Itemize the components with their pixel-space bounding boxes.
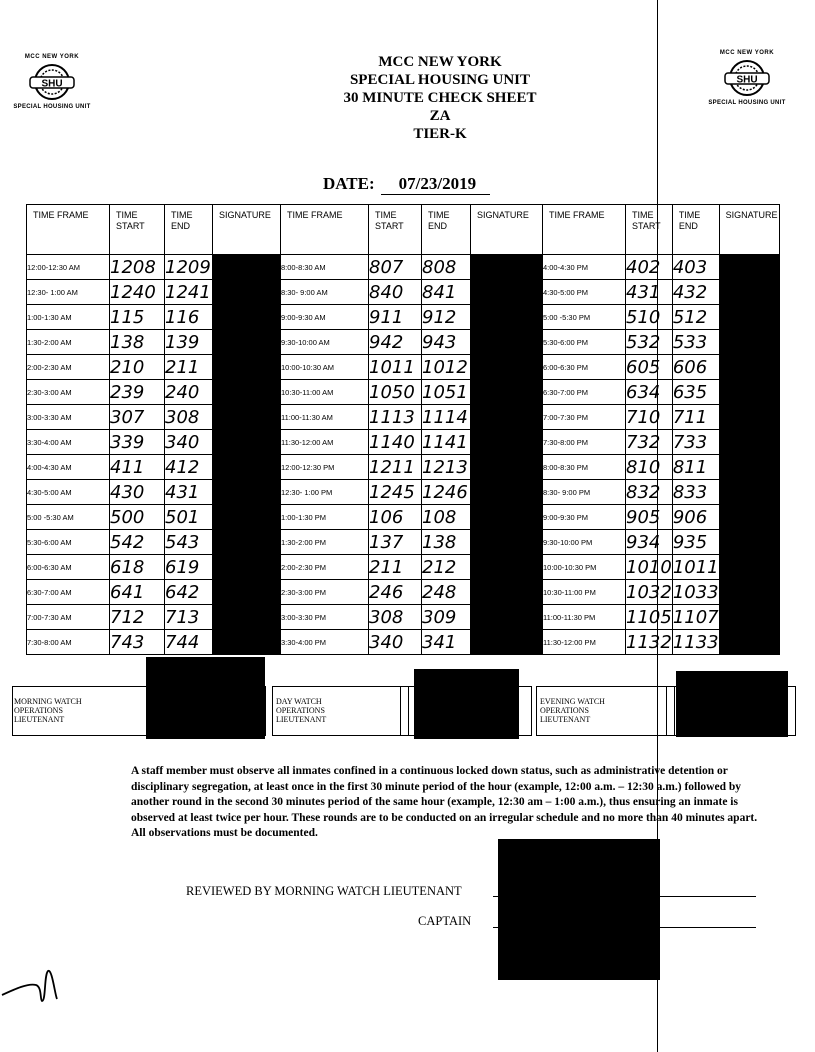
time-start-cell: 1208 [110,255,165,280]
time-frame-cell: 2:00-2:30 AM [27,355,110,380]
time-frame-cell: 11:30-12:00 AM [281,430,369,455]
time-frame-cell: 5:30-6:00 AM [27,530,110,555]
time-frame-cell: 7:00-7:30 AM [27,605,110,630]
time-start-cell: 605 [626,355,673,380]
title-line-2: SPECIAL HOUSING UNIT [349,72,531,88]
right-logo-emblem-text: SHU [736,74,758,86]
right-logo [697,50,797,106]
time-start-cell: 712 [110,605,165,630]
time-start-cell: 510 [626,305,673,330]
time-frame-cell: 8:00-8:30 PM [543,455,626,480]
table-row [27,580,780,605]
time-frame-cell: 12:30- 1:00 PM [281,480,369,505]
sheet-title [300,53,580,143]
time-frame-cell: 4:00-4:30 AM [27,455,110,480]
evening-divider [674,686,675,735]
time-start-cell: 942 [369,330,422,355]
time-frame-cell: 11:30-12:00 PM [543,630,626,655]
time-frame-cell: 8:30- 9:00 PM [543,480,626,505]
time-start-cell: 339 [110,430,165,455]
time-end-cell: 212 [422,555,471,580]
time-end-cell: 833 [672,480,719,505]
evening-watch-label: EVENING WATCH OPERATIONS LIEUTENANT [540,697,605,724]
time-frame-cell: 6:00-6:30 PM [543,355,626,380]
time-start-cell: 542 [110,530,165,555]
time-frame-cell: 11:00-11:30 PM [543,605,626,630]
time-start-cell: 1140 [369,430,422,455]
signature-redaction-cell [719,305,779,330]
time-frame-cell: 7:30-8:00 PM [543,430,626,455]
time-end-cell: 943 [422,330,471,355]
time-frame-cell: 6:30-7:00 PM [543,380,626,405]
scan-line [657,0,658,1052]
table-row [27,455,780,480]
shu-emblem-icon [722,58,772,98]
time-end-cell: 808 [422,255,471,280]
signature-redaction-cell [213,305,281,330]
col-header-time-start: TIME START [626,205,673,255]
time-end-cell: 308 [165,405,213,430]
left-logo-top-text: MCC NEW YORK [24,54,80,60]
signature-redaction-cell [719,405,779,430]
title-line-3: 30 MINUTE CHECK SHEET [343,90,537,106]
signature-redaction-cell [471,280,543,305]
time-frame-cell: 9:00-9:30 PM [543,505,626,530]
signature-redaction-cell [213,430,281,455]
time-end-cell: 711 [672,405,719,430]
signature-redaction-cell [471,455,543,480]
table-body [27,255,780,655]
time-frame-cell: 1:30-2:00 PM [281,530,369,555]
time-frame-cell: 5:00 -5:30 PM [543,305,626,330]
time-start-cell: 1105 [626,605,673,630]
time-end-cell: 340 [165,430,213,455]
time-start-cell: 246 [369,580,422,605]
time-end-cell: 713 [165,605,213,630]
time-end-cell: 1133 [672,630,719,655]
col-header-time-start: TIME START [110,205,165,255]
time-start-cell: 634 [626,380,673,405]
time-start-cell: 641 [110,580,165,605]
col-header-time-end: TIME END [422,205,471,255]
time-end-cell: 619 [165,555,213,580]
time-end-cell: 1246 [422,480,471,505]
time-start-cell: 1050 [369,380,422,405]
table-row [27,405,780,430]
title-line-4: ZA [429,108,451,124]
signature-redaction-cell [213,280,281,305]
signature-redaction-cell [719,330,779,355]
shu-emblem-icon [27,62,77,102]
signature-redaction-cell [213,380,281,405]
signature-redaction-cell [471,580,543,605]
time-frame-cell: 4:30-5:00 PM [543,280,626,305]
time-start-cell: 810 [626,455,673,480]
time-start-cell: 743 [110,630,165,655]
table-row [27,505,780,530]
signature-redaction-cell [719,580,779,605]
signature-redaction-cell [471,430,543,455]
signature-redaction-cell [719,255,779,280]
signature-redaction-cell [213,530,281,555]
time-end-cell: 116 [165,305,213,330]
left-logo-emblem-text: SHU [41,78,63,90]
time-end-cell: 1012 [422,355,471,380]
time-end-cell: 211 [165,355,213,380]
time-frame-cell: 2:30-3:00 PM [281,580,369,605]
left-logo [2,54,102,110]
time-end-cell: 744 [165,630,213,655]
time-start-cell: 840 [369,280,422,305]
time-frame-cell: 6:00-6:30 AM [27,555,110,580]
signature-redaction-cell [471,380,543,405]
signature-redaction-cell [719,605,779,630]
time-start-cell: 239 [110,380,165,405]
time-start-cell: 832 [626,480,673,505]
time-end-cell: 240 [165,380,213,405]
signature-redaction-cell [471,330,543,355]
right-logo-bottom-text: SPECIAL HOUSING UNIT [708,100,786,106]
signature-redaction-cell [471,305,543,330]
col-header-signature: SIGNATURE [471,205,543,255]
time-start-cell: 340 [369,630,422,655]
time-end-cell: 533 [672,330,719,355]
time-start-cell: 532 [626,330,673,355]
time-end-cell: 906 [672,505,719,530]
date-label: DATE: [323,174,375,193]
time-start-cell: 402 [626,255,673,280]
signature-redaction-cell [719,380,779,405]
time-frame-cell: 7:30-8:00 AM [27,630,110,655]
signature-redaction-cell [471,355,543,380]
date-line [323,174,490,195]
table-row [27,355,780,380]
time-frame-cell: 7:00-7:30 PM [543,405,626,430]
time-frame-cell: 2:30-3:00 AM [27,380,110,405]
time-frame-cell: 10:30-11:00 PM [543,580,626,605]
time-frame-cell: 12:30- 1:00 AM [27,280,110,305]
col-header-time-frame: TIME FRAME [543,205,626,255]
signature-redaction-cell [213,330,281,355]
time-frame-cell: 6:30-7:00 AM [27,580,110,605]
table-row [27,430,780,455]
date-value: 07/23/2019 [381,174,490,195]
time-frame-cell: 2:00-2:30 PM [281,555,369,580]
time-frame-cell: 4:00-4:30 PM [543,255,626,280]
time-start-cell: 430 [110,480,165,505]
time-start-cell: 911 [369,305,422,330]
time-frame-cell: 9:30-10:00 PM [543,530,626,555]
signature-redaction-cell [719,280,779,305]
signature-redaction-cell [471,605,543,630]
signature-redaction-cell [471,630,543,655]
time-start-cell: 807 [369,255,422,280]
time-start-cell: 115 [110,305,165,330]
time-start-cell: 710 [626,405,673,430]
time-end-cell: 431 [165,480,213,505]
signature-redaction-cell [719,430,779,455]
table-row [27,280,780,305]
signature-redaction-cell [719,530,779,555]
time-start-cell: 106 [369,505,422,530]
signature-redaction-cell [213,605,281,630]
morning-watch-label: MORNING WATCH OPERATIONS LIEUTENANT [14,697,82,724]
time-frame-cell: 5:30-6:00 PM [543,330,626,355]
time-end-cell: 309 [422,605,471,630]
time-end-cell: 841 [422,280,471,305]
time-end-cell: 248 [422,580,471,605]
title-line-1: MCC NEW YORK [378,54,502,70]
time-end-cell: 138 [422,530,471,555]
signature-redaction-cell [471,480,543,505]
signature-redaction-cell [471,555,543,580]
time-frame-cell: 1:30-2:00 AM [27,330,110,355]
signature-redaction-cell [213,355,281,380]
time-end-cell: 1241 [165,280,213,305]
time-frame-cell: 1:00-1:30 AM [27,305,110,330]
time-end-cell: 432 [672,280,719,305]
day-signature-redaction [414,669,519,739]
time-frame-cell: 12:00-12:30 AM [27,255,110,280]
table-row [27,305,780,330]
table-row [27,330,780,355]
time-start-cell: 210 [110,355,165,380]
col-header-time-end: TIME END [165,205,213,255]
morning-signature-redaction [146,657,265,739]
time-start-cell: 1245 [369,480,422,505]
time-start-cell: 1113 [369,405,422,430]
time-frame-cell: 8:00-8:30 AM [281,255,369,280]
time-frame-cell: 9:00-9:30 AM [281,305,369,330]
signature-redaction-cell [213,555,281,580]
time-frame-cell: 12:00-12:30 PM [281,455,369,480]
evening-signature-redaction [676,671,788,737]
table-header-row [27,205,780,255]
time-end-cell: 412 [165,455,213,480]
handwritten-mark-icon [0,965,70,1005]
table-row [27,380,780,405]
signature-redaction-cell [213,255,281,280]
time-frame-cell: 3:30-4:00 AM [27,430,110,455]
time-end-cell: 543 [165,530,213,555]
day-divider [408,686,409,735]
time-frame-cell: 9:30-10:00 AM [281,330,369,355]
time-frame-cell: 11:00-11:30 AM [281,405,369,430]
signature-redaction-cell [213,455,281,480]
right-logo-top-text: MCC NEW YORK [719,50,775,56]
time-start-cell: 1211 [369,455,422,480]
time-end-cell: 935 [672,530,719,555]
time-end-cell: 1051 [422,380,471,405]
col-header-time-end: TIME END [672,205,719,255]
signature-redaction-cell [719,480,779,505]
time-end-cell: 1209 [165,255,213,280]
col-header-time-frame: TIME FRAME [27,205,110,255]
left-logo-bottom-text: SPECIAL HOUSING UNIT [13,104,91,110]
time-frame-cell: 3:00-3:30 AM [27,405,110,430]
time-frame-cell: 8:30- 9:00 AM [281,280,369,305]
col-header-time-frame: TIME FRAME [281,205,369,255]
day-divider [400,686,401,735]
signature-redaction-cell [213,405,281,430]
table-row [27,630,780,655]
table-row [27,530,780,555]
time-frame-cell: 1:00-1:30 PM [281,505,369,530]
time-start-cell: 411 [110,455,165,480]
time-end-cell: 108 [422,505,471,530]
time-end-cell: 912 [422,305,471,330]
title-line-5: TIER-K [413,126,467,142]
policy-text: A staff member must observe all inmates confined in a continuous locked down status, such as administrative detention or disciplinary segregation, at least once in the first 30 minute period of the hour (example, 12:00 a.m. – 12:30 a.m.) followed by another round in the second 30 minutes period of the same hour (example, 12:30 am – 1:00 a.m.), thus ensuring an inmate is observed at least twice per hour. These rounds are to be conducted on an irregular schedule and no more than 40 minutes apart. All observations must be documented. [131,765,758,839]
time-end-cell: 811 [672,455,719,480]
reviewed-by-label: REVIEWED BY MORNING WATCH LIEUTENANT [186,884,462,898]
time-start-cell: 934 [626,530,673,555]
signature-redaction-cell [719,555,779,580]
time-start-cell: 138 [110,330,165,355]
signature-redaction-cell [719,355,779,380]
table-row [27,555,780,580]
signature-redaction-cell [471,505,543,530]
time-frame-cell: 3:30-4:00 PM [281,630,369,655]
signature-redaction-cell [213,580,281,605]
signature-redaction-cell [213,505,281,530]
time-start-cell: 1240 [110,280,165,305]
time-start-cell: 211 [369,555,422,580]
time-start-cell: 1132 [626,630,673,655]
time-start-cell: 1010 [626,555,673,580]
time-frame-cell: 4:30-5:00 AM [27,480,110,505]
signature-redaction-cell [471,405,543,430]
signature-redaction-cell [719,505,779,530]
signature-redaction-cell [471,530,543,555]
time-frame-cell: 10:00-10:30 AM [281,355,369,380]
time-start-cell: 732 [626,430,673,455]
time-end-cell: 733 [672,430,719,455]
col-header-time-start: TIME START [369,205,422,255]
time-end-cell: 1033 [672,580,719,605]
signature-redaction-cell [213,480,281,505]
time-start-cell: 500 [110,505,165,530]
time-end-cell: 642 [165,580,213,605]
time-frame-cell: 10:00-10:30 PM [543,555,626,580]
time-end-cell: 635 [672,380,719,405]
signature-redaction-cell [471,255,543,280]
time-start-cell: 308 [369,605,422,630]
time-start-cell: 1032 [626,580,673,605]
review-signature-redaction [498,839,660,980]
time-start-cell: 618 [110,555,165,580]
time-end-cell: 1213 [422,455,471,480]
time-end-cell: 512 [672,305,719,330]
time-end-cell: 501 [165,505,213,530]
table-row [27,255,780,280]
check-table [26,204,780,655]
time-end-cell: 139 [165,330,213,355]
signature-redaction-cell [719,455,779,480]
signature-redaction-cell [719,630,779,655]
time-start-cell: 307 [110,405,165,430]
table-row [27,605,780,630]
captain-label: CAPTAIN [418,914,472,928]
time-end-cell: 341 [422,630,471,655]
table-row [27,480,780,505]
time-end-cell: 606 [672,355,719,380]
day-watch-label: DAY WATCH OPERATIONS LIEUTENANT [276,697,327,724]
time-start-cell: 1011 [369,355,422,380]
time-end-cell: 403 [672,255,719,280]
time-frame-cell: 5:00 -5:30 AM [27,505,110,530]
time-start-cell: 431 [626,280,673,305]
time-end-cell: 1114 [422,405,471,430]
time-frame-cell: 3:00-3:30 PM [281,605,369,630]
time-start-cell: 137 [369,530,422,555]
signature-redaction-cell [213,630,281,655]
evening-divider [666,686,667,735]
col-header-signature: SIGNATURE [213,205,281,255]
time-end-cell: 1107 [672,605,719,630]
col-header-signature: SIGNATURE [719,205,779,255]
time-end-cell: 1011 [672,555,719,580]
time-frame-cell: 10:30-11:00 AM [281,380,369,405]
time-start-cell: 905 [626,505,673,530]
time-end-cell: 1141 [422,430,471,455]
